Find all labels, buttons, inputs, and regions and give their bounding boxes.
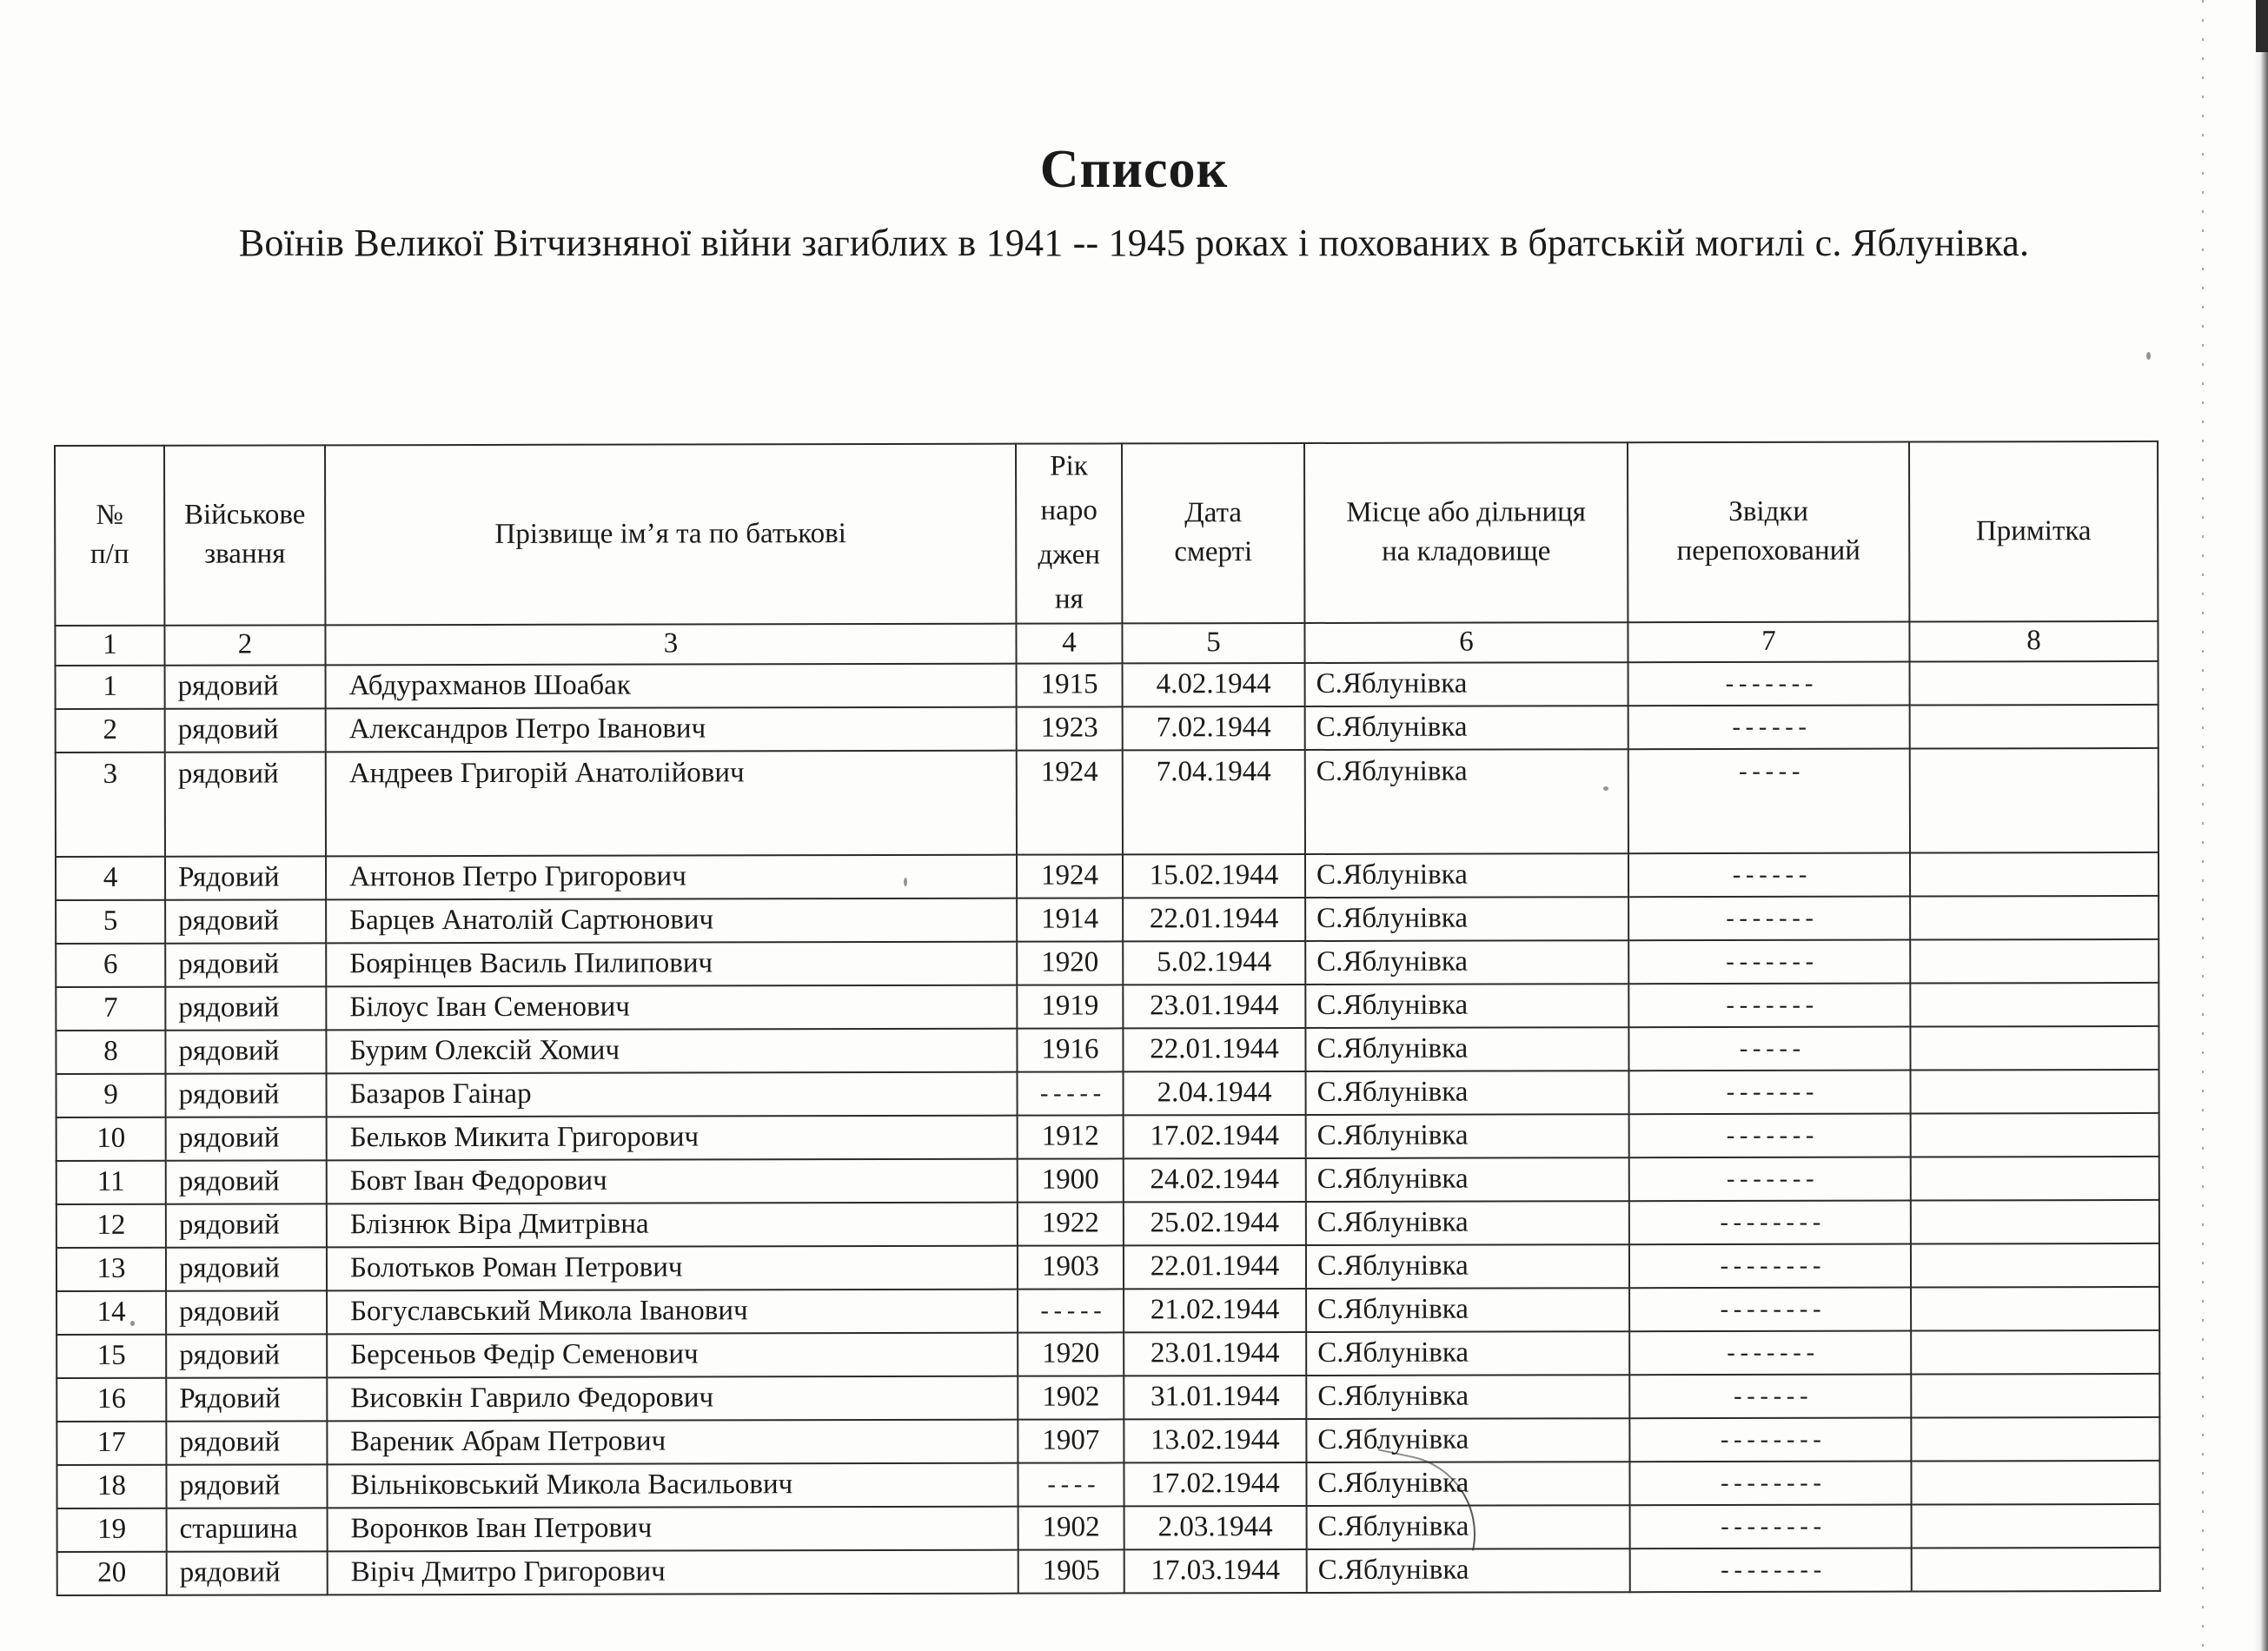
cell-death-date: 22.01.1944 [1124,1245,1306,1289]
dash-placeholder: ----- [1735,760,1802,787]
table-row [56,1243,2159,1290]
column-number-4: 4 [1016,623,1122,663]
cell-number: 18 [56,1464,166,1508]
cell-number: 8 [56,1030,165,1073]
table-row [56,982,2159,1030]
dash-placeholder: -------- [1717,1255,1823,1283]
cell-cemetery-place: С.Яблунівка [1305,662,1628,706]
cell-birth-year: 1919 [1017,985,1123,1028]
cell-remark [1911,1199,2159,1243]
cell-death-date: 2.04.1944 [1124,1071,1306,1115]
cell-fullname: Воронков Іван Петрович [328,1506,1018,1551]
column-number-row [55,620,2158,665]
column-number-1: 1 [55,625,164,665]
column-header-death-date [1122,443,1304,623]
table-header-row [55,441,2158,626]
cell-number: 14 [56,1290,166,1334]
cell-reburial-from [1628,939,1910,984]
cell-death-date: 2.03.1944 [1124,1506,1307,1549]
cell-fullname: Блізнюк Віра Дмитрівна [327,1202,1018,1247]
column-header-rank [164,445,325,625]
cell-cemetery-place: С.Яблунівка [1305,1027,1628,1071]
cell-rank: Рядовий [165,856,326,899]
cell-remark [1911,1460,2159,1504]
dash-placeholder: ------ [1729,716,1809,744]
cell-birth-year: 1900 [1018,1158,1124,1202]
dash-placeholder: ----- [1037,1083,1104,1110]
dash-placeholder: ------- [1722,907,1816,935]
cell-birth-year: 1905 [1018,1549,1124,1593]
cell-number: 15 [56,1334,166,1377]
cell-reburial-from [1630,1504,1912,1548]
cell-fullname: Берсеньов Федір Семенович [327,1332,1018,1377]
cell-birth-year: 1920 [1018,1332,1124,1376]
cell-death-date: 7.02.1944 [1123,706,1305,750]
column-header-birth-year-line1: Рік [1050,450,1088,482]
dash-placeholder: -------- [1717,1472,1824,1500]
table-row [56,660,2159,708]
cell-death-date: 7.04.1944 [1123,750,1305,854]
table-row [56,1112,2159,1160]
cell-cemetery-place: С.Яблунівка [1307,1505,1630,1549]
cell-remark [1911,1416,2159,1461]
cell-fullname: Віріч Дмитро Григорович [328,1549,1018,1595]
cell-fullname: Александров Петро Іванович [326,706,1017,752]
cell-remark [1912,1547,2160,1591]
column-header-reburial-from [1628,442,1909,622]
cell-rank: рядовий [165,1030,326,1073]
cell-rank: рядовий [166,1421,327,1464]
column-header-cemetery-place-line1: Місце або дільниця [1346,496,1586,528]
cell-remark [1911,1373,2159,1417]
cell-birth-year: 1916 [1017,1028,1123,1071]
column-header-death-date-line2: смерті [1174,536,1253,568]
cell-birth-year [1018,1289,1124,1332]
cell-fullname: Боярінцев Василь Пилипович [326,941,1017,986]
page-title: Список [1039,139,1229,199]
cell-reburial-from [1629,1243,1911,1288]
dash-placeholder: ----- [1038,1300,1104,1327]
cell-rank: рядовий [166,1464,327,1508]
cell-birth-year: 1903 [1018,1245,1124,1289]
column-number-6: 6 [1304,622,1628,663]
cell-number: 10 [56,1117,166,1160]
table-row [56,1069,2159,1117]
cell-rank: рядовий [166,1073,327,1117]
column-number-3: 3 [325,623,1016,665]
cell-birth-year [1018,1462,1124,1506]
cell-birth-year: 1907 [1018,1419,1124,1462]
cell-reburial-from [1629,1417,1911,1462]
cell-cemetery-place: С.Яблунівка [1305,897,1628,941]
column-number-7: 7 [1628,621,1909,662]
cell-birth-year: 1920 [1017,941,1123,985]
cell-fullname: Андреев Григорій Анатолійович [326,750,1017,856]
cell-reburial-from [1629,1287,1911,1331]
cell-cemetery-place: С.Яблунівка [1307,1548,1630,1593]
cell-cemetery-place: С.Яблунівка [1305,984,1628,1028]
table-row [56,1460,2159,1508]
cell-death-date: 21.02.1944 [1124,1289,1306,1332]
cell-reburial-from [1628,748,1910,853]
cell-birth-year: 1914 [1017,898,1123,941]
column-header-number-line2: п/п [90,539,129,571]
table-row [56,1199,2159,1247]
cell-remark [1910,704,2159,748]
cell-remark [1910,982,2159,1026]
cell-number: 5 [56,899,165,943]
cell-rank: рядовий [166,1160,327,1203]
cell-fullname: Висовкін Гаврило Федорович [327,1376,1018,1421]
cell-reburial-from [1629,1461,1911,1505]
table-row [56,1286,2159,1334]
column-number-2: 2 [164,625,325,665]
cell-birth-year: 1924 [1017,854,1123,898]
cell-number: 9 [56,1073,166,1117]
cell-remark [1910,938,2159,983]
cell-reburial-from [1629,1374,1911,1418]
victims-registry-table [54,441,2161,1596]
cell-rank: рядовий [166,1334,327,1377]
dash-placeholder: ------- [1723,994,1816,1022]
cell-cemetery-place: С.Яблунівка [1305,940,1628,985]
cell-number: 13 [56,1247,166,1290]
cell-cemetery-place: С.Яблунівка [1306,1157,1629,1202]
table-row [56,1373,2159,1421]
cell-cemetery-place: С.Яблунівка [1306,1201,1629,1245]
cell-cemetery-place: С.Яблунівка [1306,1244,1629,1289]
cell-number: 17 [56,1421,166,1464]
cell-rank: старшина [167,1508,328,1551]
cell-rank: рядовий [165,986,326,1030]
cell-birth-year [1018,1071,1124,1115]
cell-remark [1910,747,2159,852]
registry-table-container [54,441,2159,1596]
column-header-birth-year-line4: ня [1054,583,1084,616]
cell-rank: Рядовий [166,1377,327,1421]
cell-reburial-from [1628,896,1910,940]
column-header-reburial-from-line1: Звідки [1728,495,1809,527]
cell-cemetery-place: С.Яблунівка [1306,1462,1629,1506]
table-body [56,660,2160,1595]
column-header-number [55,446,164,626]
cell-birth-year: 1912 [1018,1115,1124,1158]
dash-placeholder: -------- [1717,1559,1824,1587]
cell-reburial-from [1629,1200,1911,1244]
dash-placeholder: ---- [1044,1474,1098,1501]
cell-remark [1910,1025,2159,1070]
cell-reburial-from [1628,1026,1910,1071]
cell-death-date: 23.01.1944 [1124,1332,1306,1376]
cell-death-date: 17.02.1944 [1124,1462,1306,1506]
dash-placeholder: ------ [1729,864,1809,892]
scan-right-edge-shadow [2254,0,2268,1651]
cell-birth-year: 1915 [1017,663,1123,706]
column-header-remark-line1: Примітка [1975,514,2092,547]
cell-cemetery-place: С.Яблунівка [1305,853,1628,898]
cell-death-date: 23.01.1944 [1123,985,1305,1028]
cell-rank: рядовий [165,665,326,708]
column-number-8: 8 [1909,620,2158,661]
table-row [56,895,2159,943]
cell-number: 7 [56,986,165,1030]
cell-number: 1 [56,665,165,708]
cell-rank: рядовий [165,708,326,752]
table-row [56,852,2159,899]
cell-birth-year: 1922 [1018,1202,1124,1245]
cell-death-date: 17.03.1944 [1124,1549,1307,1593]
cell-number: 19 [57,1508,167,1551]
cell-death-date: 15.02.1944 [1123,854,1305,898]
cell-fullname: Вільніковський Микола Васильович [327,1462,1018,1508]
cell-cemetery-place: С.Яблунівка [1306,1418,1629,1462]
cell-birth-year: 1902 [1018,1506,1124,1549]
cell-remark [1910,660,2159,705]
cell-remark [1911,1156,2159,1200]
dash-placeholder: ------- [1723,1168,1817,1196]
cell-reburial-from [1629,1330,1911,1375]
scan-speck [2146,352,2151,360]
cell-fullname: Антонов Петро Григорович [326,854,1017,899]
cell-remark [1911,1112,2159,1157]
cell-cemetery-place: С.Яблунівка [1306,1288,1629,1332]
cell-cemetery-place: С.Яблунівка [1305,749,1628,854]
cell-remark [1911,1329,2159,1374]
cell-fullname: Вареник Абрам Петрович [327,1419,1018,1464]
column-header-cemetery-place [1304,442,1628,622]
cell-birth-year: 1923 [1017,706,1123,750]
cell-number: 20 [57,1551,167,1595]
cell-rank: рядовий [166,1203,327,1247]
dash-placeholder: -------- [1717,1429,1824,1456]
cell-fullname: Білоус Іван Семенович [326,985,1017,1030]
cell-rank: рядовий [167,1551,328,1595]
cell-cemetery-place: С.Яблунівка [1305,706,1628,750]
cell-rank: рядовий [165,943,326,986]
column-header-fullname [325,444,1016,625]
column-header-cemetery-place-line2: на кладовище [1382,535,1551,568]
page-subtitle: Воїнів Великої Вітчизняної війни загиблих в 1941 -- 1945 роках і похованих в братській могилі с. Яблунівка. [238,222,2030,264]
cell-reburial-from [1629,1113,1911,1157]
dash-placeholder: ------- [1723,1081,1816,1109]
cell-number: 2 [56,708,165,752]
table-row [56,747,2159,856]
cell-death-date: 17.02.1944 [1124,1115,1306,1158]
dash-placeholder: ----- [1736,1038,1803,1065]
table-row [56,1156,2159,1203]
cell-remark [1911,1069,2159,1113]
column-number-5: 5 [1122,623,1304,663]
cell-death-date: 22.01.1944 [1123,898,1305,941]
column-header-reburial-from-line2: перепохований [1676,534,1860,567]
dash-placeholder: ------- [1723,1342,1817,1369]
cell-rank: рядовий [166,1117,327,1160]
dash-placeholder: ------- [1723,1124,1816,1152]
cell-cemetery-place: С.Яблунівка [1306,1071,1629,1115]
table-row [56,704,2159,752]
cell-remark [1910,852,2159,896]
scan-dotted-artifact-line [2202,0,2204,1651]
cell-death-date: 25.02.1944 [1124,1202,1306,1245]
cell-death-date: 22.01.1944 [1123,1028,1305,1071]
table-row [57,1503,2160,1551]
cell-number: 11 [56,1160,166,1203]
cell-death-date: 24.02.1944 [1124,1158,1306,1202]
cell-rank: рядовий [165,752,326,856]
column-header-number-line1: № [96,499,123,531]
cell-birth-year: 1924 [1017,750,1123,854]
cell-rank: рядовий [166,1247,327,1290]
dash-placeholder: ------- [1722,673,1815,700]
cell-fullname: Бурим Олексій Хомич [326,1028,1017,1073]
dash-placeholder: ------ [1730,1385,1810,1413]
cell-number: 12 [56,1203,166,1247]
scan-right-edge-dark-block [2256,0,2268,52]
cell-reburial-from [1628,852,1910,897]
cell-fullname: Базаров Гаінар [327,1071,1018,1117]
cell-birth-year: 1902 [1018,1376,1124,1419]
cell-fullname: Абдурахманов Шоабак [326,663,1017,708]
cell-reburial-from [1628,705,1910,749]
cell-number: 16 [56,1377,166,1421]
cell-number: 4 [56,856,165,899]
cell-fullname: Бельков Микита Григорович [327,1115,1018,1160]
dash-placeholder: -------- [1717,1515,1824,1543]
column-header-rank-line2: звання [204,538,286,570]
cell-remark [1912,1503,2160,1548]
table-row [56,938,2159,986]
column-header-remark [1909,441,2158,621]
cell-fullname: Барцев Анатолій Сартюнович [326,898,1017,943]
cell-remark [1911,1286,2159,1330]
cell-fullname: Бовт Іван Федорович [327,1158,1018,1203]
column-header-birth-year-line2: наро [1040,494,1098,527]
cell-fullname: Богуславський Микола Іванович [327,1289,1018,1334]
dash-placeholder: ------- [1723,951,1816,978]
cell-reburial-from [1630,1548,1912,1592]
cell-death-date: 13.02.1944 [1124,1419,1306,1462]
dash-placeholder: -------- [1717,1298,1823,1326]
table-row [56,1329,2159,1377]
cell-remark [1910,895,2159,939]
cell-death-date: 31.01.1944 [1124,1376,1306,1419]
table-row [56,1025,2159,1073]
cell-reburial-from [1629,1070,1911,1114]
cell-fullname: Болотьков Роман Петрович [327,1245,1018,1290]
cell-rank: рядовий [165,899,326,943]
cell-remark [1911,1243,2159,1287]
cell-cemetery-place: С.Яблунівка [1306,1375,1629,1419]
table-row [57,1547,2160,1595]
cell-cemetery-place: С.Яблунівка [1306,1331,1629,1376]
column-header-rank-line1: Військове [183,499,306,531]
cell-rank: рядовий [166,1290,327,1334]
cell-death-date: 4.02.1944 [1123,663,1305,706]
cell-number: 3 [56,752,165,856]
column-header-birth-year [1016,443,1122,623]
cell-number: 6 [56,943,165,986]
cell-cemetery-place: С.Яблунівка [1306,1114,1629,1158]
cell-reburial-from [1629,1157,1911,1201]
table-row [56,1416,2159,1464]
cell-death-date: 5.02.1944 [1123,941,1305,985]
column-header-fullname-line1: Прізвище ім’я та по батькові [494,517,846,550]
column-header-birth-year-line3: джен [1038,539,1101,571]
cell-reburial-from [1628,661,1910,706]
column-header-death-date-line1: Дата [1184,496,1243,529]
dash-placeholder: -------- [1717,1211,1823,1239]
cell-reburial-from [1628,983,1910,1027]
